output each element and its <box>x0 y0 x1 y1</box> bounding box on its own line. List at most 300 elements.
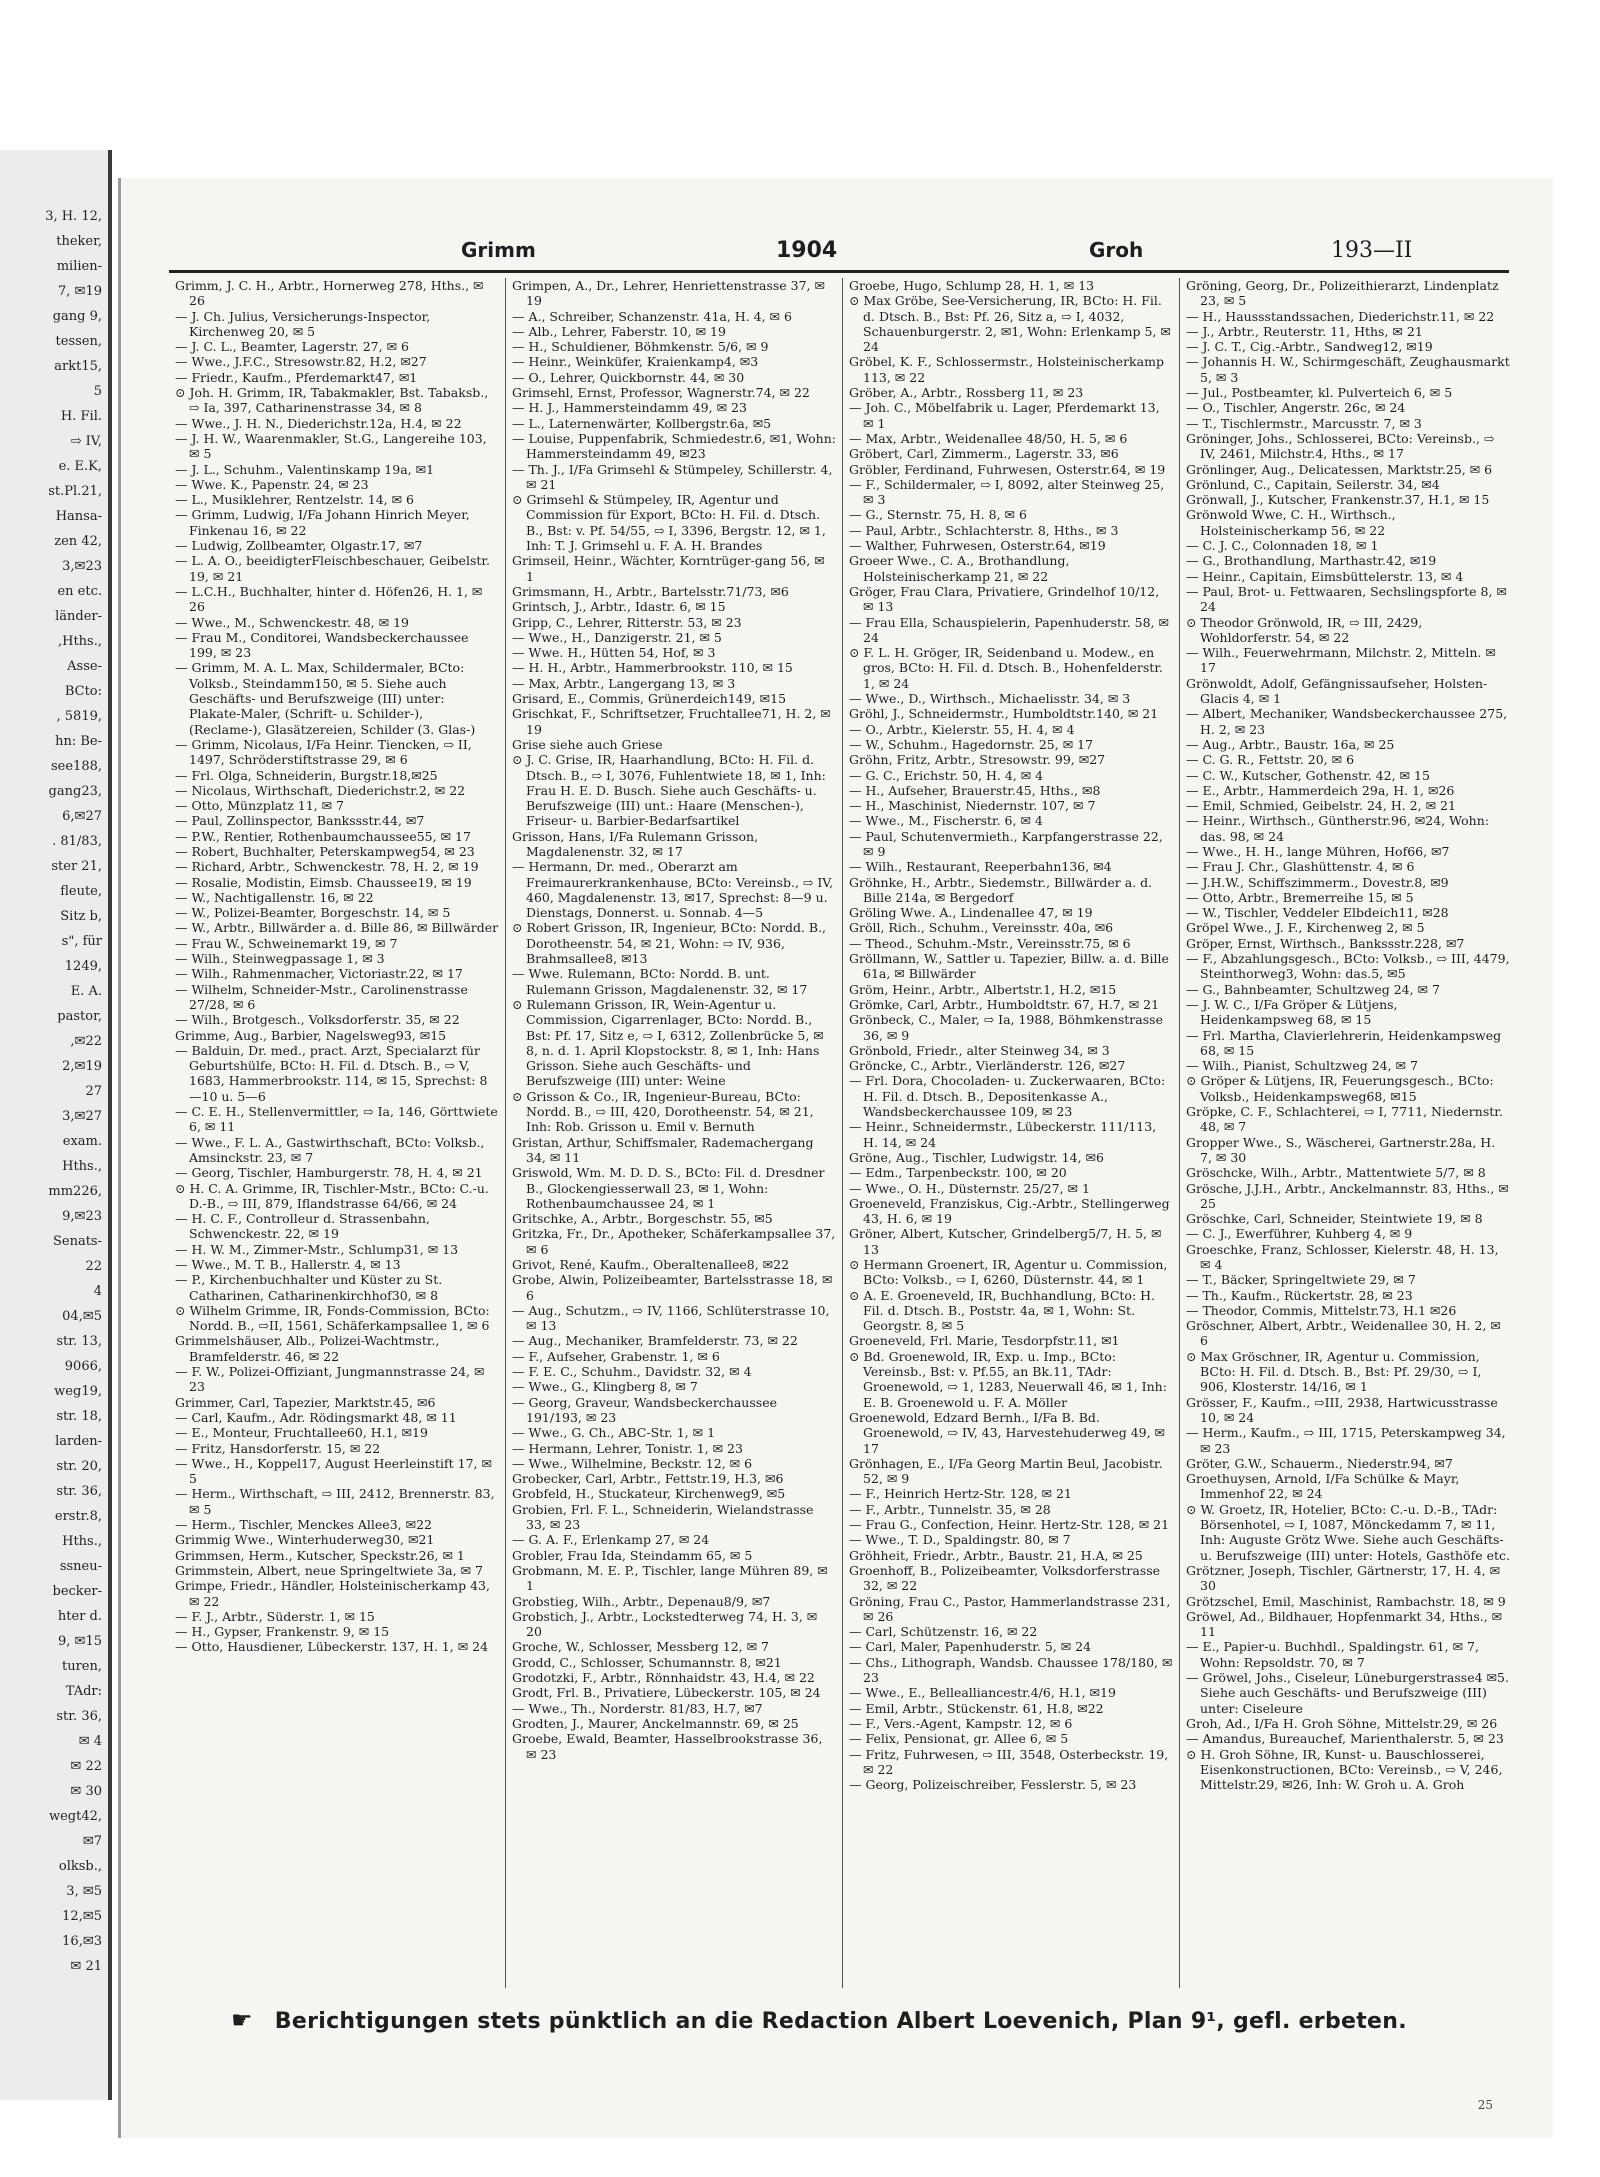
header-rule <box>169 270 1509 273</box>
directory-entry: Gröning, Georg, Dr., Polizeithierarzt, Lindenplatz 23, ✉ 5 <box>1186 278 1499 309</box>
directory-entry: — Wwe., G. Ch., ABC-Str. 1, ✉ 1 <box>512 1425 716 1441</box>
previous-page-fragment: TAdr: <box>65 1684 102 1699</box>
directory-entry: Groebe, Hugo, Schlump 28, H. 1, ✉ 13 <box>849 278 1095 293</box>
directory-entry: — Wwe., H., Koppel17, August Heerleinstift 17, ✉ 5 <box>175 1455 492 1487</box>
previous-page-fragment: ✉7 <box>82 1834 102 1849</box>
previous-page-fragment: arkt15, <box>54 359 102 374</box>
directory-entry: — Richard, Arbtr., Schwenckestr. 78, H. 2, ✉ 19 <box>175 859 479 875</box>
directory-entry: Groche, W., Schlosser, Messberg 12, ✉ 7 <box>512 1639 770 1655</box>
directory-entry: ⊙ Theodor Grönwold, IR, ⇨ III, 2429, Wohldorferstr. 54, ✉ 22 <box>1186 614 1423 645</box>
directory-entry: — Otto, Münzplatz 11, ✉ 7 <box>175 798 345 814</box>
directory-entry: Groh, Ad., I/Fa H. Groh Söhne, Mittelstr.29, ✉ 26 <box>1186 1715 1498 1731</box>
directory-entry: — Ludwig, Zollbeamter, Olgastr.17, ✉7 <box>175 538 423 554</box>
directory-entry: Gröning, Frau C., Pastor, Hammerlandstrasse 231, ✉ 26 <box>849 1593 1171 1624</box>
column-1 <box>169 278 506 1988</box>
directory-entry: ⊙ Robert Grisson, IR, Ingenieur, BCto: Nordd. B., Dorotheenstr. 54, ✉ 21, Wohn: ⇨ IV, 936, Brahmsallee8, ✉13 <box>512 920 827 967</box>
directory-entry: — Wilh., Pianist, Schultzweg 24, ✉ 7 <box>1186 1058 1418 1074</box>
running-head <box>121 238 1553 268</box>
previous-page-fragment: Sitz b, <box>60 909 102 924</box>
previous-page-fragment: str. 36, <box>56 1484 102 1499</box>
directory-entry: — E., Arbtr., Hammerdeich 29a, H. 1, ✉26 <box>1186 782 1455 798</box>
directory-entry: Grise siehe auch Griese <box>512 736 663 752</box>
directory-entry: ⊙ Grisson & Co., IR, Ingenieur-Bureau, BCto: Nordd. B., ⇨ III, 420, Dorotheenstr. 54, ✉ 21, Inh: Rob. Grisson u. Emil v. Bernuth <box>512 1088 814 1135</box>
previous-page-fragment: 3, ✉5 <box>66 1884 102 1899</box>
previous-page-fragment: E. A. <box>70 984 102 999</box>
directory-entry: — Gröwel, Johs., Ciseleur, Lüneburgerstrasse4 ✉5. Siehe auch Geschäfts- und Berufszweige (III) unter: Ciseleure <box>1186 1670 1509 1716</box>
directory-entry: — O., Tischler, Angerstr. 26c, ✉ 24 <box>1186 400 1406 416</box>
directory-entry: — Friedr., Kaufm., Pferdemarkt47, ✉1 <box>175 369 418 385</box>
directory-entry: — Wilh., Steinwegpassage 1, ✉ 3 <box>175 951 385 967</box>
directory-entry: Gröling Wwe. A., Lindenallee 47, ✉ 19 <box>849 905 1093 921</box>
previous-page-fragment: ssneu- <box>59 1559 102 1574</box>
directory-entry: Gröpke, C. F., Schlachterei, ⇨ I, 7711, Niedernstr. 48, ✉ 7 <box>1186 1104 1503 1135</box>
directory-entry: Groeneveld, Franziskus, Cig.-Arbtr., Stellingerweg 43, H. 6, ✉ 19 <box>849 1195 1170 1227</box>
directory-entry: Gröhn, Fritz, Arbtr., Stresowstr. 99, ✉27 <box>849 752 1106 768</box>
directory-entry: — C. W., Kutscher, Gothenstr. 42, ✉ 15 <box>1186 767 1430 783</box>
directory-entry: — Georg, Graveur, Wandsbeckerchaussee 191/193, ✉ 23 <box>512 1394 777 1425</box>
directory-entry: Gröhnke, H., Arbtr., Siedemstr., Billwärder a. d. Bille 214a, ✉ Bergedorf <box>849 874 1153 905</box>
previous-page-fragment: str. 36, <box>56 1709 102 1724</box>
directory-entry: Groeneveld, Frl. Marie, Tesdorpfstr.11, ✉1 <box>849 1333 1120 1349</box>
directory-entry: Grönbeck, C., Maler, ⇨ Ia, 1988, Böhmkenstrasse 36, ✉ 9 <box>849 1012 1163 1043</box>
directory-entry: Grischkat, F., Schriftsetzer, Fruchtallee71, H. 2, ✉ 19 <box>512 706 831 737</box>
directory-entry: — Wilhelm, Schneider-Mstr., Carolinenstrasse 27/28, ✉ 6 <box>175 981 468 1012</box>
directory-entry: — Wilh., Rahmenmacher, Victoriastr.22, ✉ 17 <box>175 966 463 982</box>
directory-entry: — C. E. H., Stellenvermittler, ⇨ Ia, 146, Görttwiete 6, ✉ 11 <box>175 1104 498 1135</box>
directory-entry: Grimseil, Heinr., Wächter, Korntrüger-gang 56, ✉ 1 <box>512 553 825 584</box>
directory-entry: — P., Kirchenbuchhalter und Küster zu St. Catharinen, Catharinenkirchhof30, ✉ 8 <box>175 1272 443 1303</box>
directory-entry: — Wwe., Wilhelmine, Beckstr. 12, ✉ 6 <box>512 1455 753 1471</box>
directory-entry: — Hermann, Lehrer, Tonistr. 1, ✉ 23 <box>512 1440 743 1456</box>
directory-entry: — O., Lehrer, Quickbornstr. 44, ✉ 30 <box>512 369 745 385</box>
directory-entry: — Heinr., Schneidermstr., Lübeckerstr. 111/113, H. 14, ✉ 24 <box>849 1119 1157 1150</box>
directory-entry: Gröbler, Ferdinand, Fuhrwesen, Osterstr.64, ✉ 19 <box>849 461 1166 477</box>
directory-entry: — F. J., Arbtr., Süderstr. 1, ✉ 15 <box>175 1608 375 1624</box>
directory-entry: — Wwe., E., Bellealliancestr.4/6, H.1, ✉19 <box>849 1685 1116 1701</box>
directory-entry: — C. G. R., Fettstr. 20, ✉ 6 <box>1186 752 1355 768</box>
directory-entry: Grimpen, A., Dr., Lehrer, Henriettenstrasse 37, ✉ 19 <box>512 278 825 309</box>
previous-page-fragment: Hths., <box>62 1534 102 1549</box>
previous-page-edge <box>0 150 112 2100</box>
previous-page-fragment: hter d. <box>57 1609 102 1624</box>
directory-entry: — Georg, Polizeischreiber, Fesslerstr. 5, ✉ 23 <box>849 1777 1137 1793</box>
previous-page-fragment: länder- <box>55 609 102 624</box>
directory-entry: — Carl, Schützenstr. 16, ✉ 22 <box>849 1624 1038 1640</box>
previous-page-fragment: 16,✉3 <box>62 1934 102 1949</box>
directory-entry: Grobien, Frl. F. L., Schneiderin, Wielandstrasse 33, ✉ 23 <box>512 1501 814 1533</box>
directory-entry: — Jul., Postbeamter, kl. Pulverteich 6, ✉ 5 <box>1186 385 1453 401</box>
directory-entry: Gröbel, K. F., Schlossermstr., Holsteinischerkamp 113, ✉ 22 <box>849 354 1164 385</box>
previous-page-fragment: 27 <box>85 1084 102 1099</box>
previous-page-fragment: mm226, <box>48 1184 102 1199</box>
directory-entry: — Max, Arbtr., Langergang 13, ✉ 3 <box>512 675 736 691</box>
directory-entry: Gröll, Rich., Schuhm., Vereinsstr. 40a, ✉6 <box>849 920 1114 936</box>
directory-entry: Gritzka, Fr., Dr., Apotheker, Schäferkampsallee 37, ✉ 6 <box>512 1226 836 1257</box>
previous-page-fragment: 9,✉23 <box>62 1209 102 1224</box>
directory-entry: — L., Laternenwärter, Kollbergstr.6a, ✉5 <box>512 415 772 431</box>
directory-entry: Grisard, E., Commis, Grünerdeich149, ✉15 <box>512 691 787 707</box>
directory-entry: Grisson, Hans, I/Fa Rulemann Grisson, Magdalenenstr. 32, ✉ 17 <box>512 828 759 859</box>
previous-page-fragment: , 5819, <box>56 709 102 724</box>
previous-page-fragment: str. 20, <box>56 1459 102 1474</box>
directory-entry: Grönhagen, E., I/Fa Georg Martin Beul, Jacobistr. 52, ✉ 9 <box>849 1455 1163 1487</box>
directory-entry: — Wwe., M., Schwenckestr. 48, ✉ 19 <box>175 614 409 630</box>
directory-entry: — Johannis H. W., Schirmgeschäft, Zeughausmarkt 5, ✉ 3 <box>1186 354 1510 385</box>
previous-page-fragment: H. Fil. <box>60 409 102 424</box>
directory-entry: — Wwe., H., Danzigerstr. 21, ✉ 5 <box>512 629 722 645</box>
directory-entry: — Chs., Lithograph, Wandsb. Chaussee 178/180, ✉ 23 <box>849 1654 1173 1686</box>
directory-entry: — T., Tischlermstr., Marcusstr. 7, ✉ 3 <box>1186 415 1422 431</box>
directory-entry: — Max, Arbtr., Weidenallee 48/50, H. 5, ✉ 6 <box>849 430 1128 446</box>
directory-entry: — Aug., Arbtr., Baustr. 16a, ✉ 25 <box>1186 736 1395 752</box>
directory-entry: ⊙ A. E. Groeneveld, IR, Buchhandlung, BCto: H. Fil. d. Dtsch. B., Poststr. 4a, ✉ 1, Wohn: St. Georgstr. 8, ✉ 5 <box>849 1287 1156 1334</box>
directory-entry: Gröninger, Johs., Schlosserei, BCto: Vereinsb., ⇨ IV, 2461, Milchstr.4, Hths., ✉ 17 <box>1186 430 1495 462</box>
directory-entry: — H., Gypser, Frankenstr. 9, ✉ 15 <box>175 1624 390 1640</box>
directory-entry: — Herm., Tischler, Menckes Allee3, ✉22 <box>175 1517 432 1533</box>
directory-entry: Gröter, G.W., Schauerm., Niederstr.94, ✉7 <box>1186 1455 1453 1471</box>
previous-page-fragment: milien- <box>56 259 102 274</box>
page-number: 193—II <box>1331 238 1413 263</box>
previous-page-fragment: Asse- <box>67 659 102 674</box>
directory-entry: Groethuysen, Arnold, I/Fa Schülke & Mayr, Immenhof 22, ✉ 24 <box>1186 1471 1460 1502</box>
directory-entry: — J., Arbtr., Reuterstr. 11, Hths, ✉ 21 <box>1186 323 1423 339</box>
directory-entry: Gröner, Albert, Kutscher, Grindelberg5/7, H. 5, ✉ 13 <box>849 1226 1162 1257</box>
directory-entry: — A., Schreiber, Schanzenstr. 41a, H. 4, ✉ 6 <box>512 308 792 324</box>
directory-entry: ⊙ Max Gröschner, IR, Agentur u. Commission, BCto: H. Fil. d. Dtsch. B., Bst: Pf. 29/30, ⇨ I, 906, Klosterstr. 14/16, ✉ 1 <box>1186 1348 1482 1395</box>
directory-entry: — Heinr., Capitain, Eimsbüttelerstr. 13, ✉ 4 <box>1186 568 1464 584</box>
directory-entry: Gröschcke, Wilh., Arbtr., Mattentwiete 5/7, ✉ 8 <box>1186 1165 1486 1181</box>
directory-entry: — L., Musiklehrer, Rentzelstr. 14, ✉ 6 <box>175 492 415 508</box>
directory-entry: — Aug., Mechaniker, Bramfelderstr. 73, ✉ 22 <box>512 1333 798 1349</box>
directory-entry: — G. C., Erichstr. 50, H. 4, ✉ 4 <box>849 767 1044 783</box>
directory-entry: Grömke, Carl, Arbtr., Humboldtstr. 67, H.7, ✉ 21 <box>849 996 1160 1012</box>
directory-entry: — G., Sternstr. 75, H. 8, ✉ 6 <box>849 507 1027 523</box>
directory-entry: — Rosalie, Modistin, Eimsb. Chaussee19, ✉ 19 <box>175 874 472 890</box>
previous-page-fragment: 3,✉23 <box>62 559 102 574</box>
directory-entry: — Paul, Brot- u. Fettwaaren, Sechslingspforte 8, ✉ 24 <box>1186 583 1507 615</box>
directory-entry: — Otto, Arbtr., Bremerreihe 15, ✉ 5 <box>1186 889 1414 905</box>
previous-page-fragment: Hths., <box>62 1159 102 1174</box>
directory-entry: — Paul, Zollinspector, Bankssstr.44, ✉7 <box>175 813 425 829</box>
directory-entry: — Albert, Mechaniker, Wandsbeckerchaussee 275, H. 2, ✉ 23 <box>1186 706 1508 737</box>
directory-entry: — Th., Kaufm., Rückertstr. 28, ✉ 23 <box>1186 1287 1413 1303</box>
directory-entry: ⊙ Rulemann Grisson, IR, Wein-Agentur u. Commission, Cigarrenlager, BCto: Nordd. B., Bst: Pf. 17, Sitz e, ⇨ I, 6312, Zollenbrücke 5, ✉ 8, n. d. 1. April Klopstockstr. 8, ✉ 1, Inh: Hans Grisson. Siehe auch Geschäfts- und Berufszweige (III) unter: Weine <box>512 996 824 1089</box>
directory-entry: Groeschke, Franz, Schlosser, Kielerstr. 48, H. 13, ✉ 4 <box>1186 1241 1499 1272</box>
directory-entry: — Frau M., Conditorei, Wandsbeckerchaussee 199, ✉ 23 <box>175 629 469 661</box>
directory-entry: Grimm, J. C. H., Arbtr., Hornerweg 278, Hths., ✉ 26 <box>175 278 484 309</box>
previous-page-fragment: ster 21, <box>51 859 102 874</box>
directory-entry: — Frau Ella, Schauspielerin, Papenhuderstr. 58, ✉ 24 <box>849 614 1169 645</box>
directory-entry: — Wwe., J.F.C., Stresowstr.82, H.2, ✉27 <box>175 354 427 370</box>
directory-entry: — F. E. C., Schuhm., Davidstr. 32, ✉ 4 <box>512 1364 752 1380</box>
directory-entry: Grobstich, J., Arbtr., Lockstedterweg 74, H. 3, ✉ 20 <box>512 1608 818 1640</box>
directory-entry: Gröper, Ernst, Wirthsch., Bankssstr.228, ✉7 <box>1186 935 1465 951</box>
directory-entry: — Theodor, Commis, Mittelstr.73, H.1 ✉26 <box>1186 1302 1457 1318</box>
directory-entry: — Frl. Dora, Chocoladen- u. Zuckerwaaren, BCto: H. Fil. d. Dtsch. B., Depositenkasse A., Wandsbeckerchaussee 109, ✉ 23 <box>849 1073 1166 1120</box>
previous-page-fragment: fleute, <box>60 884 102 899</box>
directory-entry: — E., Monteur, Fruchtallee60, H.1, ✉19 <box>175 1425 428 1441</box>
directory-entry: — Emil, Schmied, Geibelstr. 24, H. 2, ✉ 21 <box>1186 798 1456 814</box>
directory-entry: — F., Schildermaler, ⇨ I, 8092, alter Steinweg 25, ✉ 3 <box>849 476 1165 508</box>
directory-entry: — Fritz, Fuhrwesen, ⇨ III, 3548, Osterbeckstr. 19, ✉ 22 <box>849 1746 1169 1777</box>
directory-entry: ⊙ F. L. H. Gröger, IR, Seidenband u. Modew., en gros, BCto: H. Fil. d. Dtsch. B., Hohenfelderstr. 1, ✉ 24 <box>849 645 1163 691</box>
column-2 <box>506 278 843 1988</box>
directory-entry: — J. W. C., I/Fa Gröper & Lütjens, Heidenkampsweg 68, ✉ 15 <box>1186 996 1398 1028</box>
directory-entry: — Wwe., J. H. N., Diederichstr.12a, H.4, ✉ 22 <box>175 415 462 431</box>
directory-entry: Grobecker, Carl, Arbtr., Fettstr.19, H.3, ✉6 <box>512 1471 784 1487</box>
previous-page-fragment: ✉ 22 <box>70 1759 102 1774</box>
directory-entry: ⊙ W. Groetz, IR, Hotelier, BCto: C.-u. D.-B., TAdr: Börsenhotel, ⇨ I, 1087, Mönckedamm 7, ✉ 11, Inh: Auguste Grötz Wwe. Siehe auch Geschäfts- u. Berufszweige (III) unter: Hotels, Gasthöfe etc. <box>1186 1501 1510 1563</box>
previous-page-fragment: gang23, <box>48 784 102 799</box>
previous-page-fragment: ✉ 4 <box>78 1734 102 1749</box>
previous-page-fragment: turen, <box>61 1659 102 1674</box>
directory-entry: — H., Schuldiener, Böhmkenstr. 5/6, ✉ 9 <box>512 339 769 355</box>
directory-entry: — Aug., Schutzm., ⇨ IV, 1166, Schlüterstrasse 10, ✉ 13 <box>512 1302 830 1334</box>
directory-entry: Grimmelshäuser, Alb., Polizei-Wachtmstr., Bramfelderstr. 46, ✉ 22 <box>175 1333 440 1364</box>
previous-page-fragment: 4 <box>93 1284 102 1299</box>
directory-entry: ⊙ Gröper & Lütjens, IR, Feuerungsgesch., BCto: Volksb., Heidenkampsweg68, ✉15 <box>1186 1073 1494 1104</box>
directory-entry: — Wwe. Rulemann, BCto: Nordd. B. unt. Rulemann Grisson, Magdalenenstr. 32, ✉ 17 <box>512 966 808 997</box>
directory-entry: — E., Papier-u. Buchhdl., Spaldingstr. 61, ✉ 7, Wohn: Repsoldstr. 70, ✉ 7 <box>1186 1639 1479 1670</box>
directory-entry: — Grimm, Nicolaus, I/Fa Heinr. Tiencken, ⇨ II, 1497, Schröderstiftstrasse 29, ✉ 6 <box>175 736 472 768</box>
directory-entry: — Walther, Fuhrwesen, Osterstr.64, ✉19 <box>849 538 1106 554</box>
previous-page-fragment: s", für <box>61 934 102 949</box>
directory-entry: Grodd, C., Schlosser, Schumannstr. 8, ✉21 <box>512 1654 782 1670</box>
directory-entry: — C. J., Ewerführer, Kuhberg 4, ✉ 9 <box>1186 1226 1413 1242</box>
directory-entry: — W., Arbtr., Billwärder a. d. Bille 86, ✉ Billwärder <box>175 920 499 936</box>
previous-page-fragment: becker- <box>52 1584 102 1599</box>
previous-page-fragment: str. 18, <box>56 1409 102 1424</box>
directory-entry: — Otto, Hausdiener, Lübeckerstr. 137, H. 1, ✉ 24 <box>175 1639 489 1655</box>
directory-entry: — Wwe., F. L. A., Gastwirthschaft, BCto: Volksb., Amsinckstr. 23, ✉ 7 <box>175 1134 485 1165</box>
directory-entry: — Carl, Maler, Papenhuderstr. 5, ✉ 24 <box>849 1639 1092 1655</box>
previous-page-fragment: ✉ 30 <box>70 1784 102 1799</box>
directory-entry: Grodten, J., Maurer, Anckelmannstr. 69, ✉ 25 <box>512 1715 799 1731</box>
directory-entry: — F., Vers.-Agent, Kampstr. 12, ✉ 6 <box>849 1715 1073 1731</box>
directory-entry: Gröber, A., Arbtr., Rossberg 11, ✉ 23 <box>849 385 1084 401</box>
previous-page-fragment: see188, <box>50 759 102 774</box>
directory-entry: Grimmer, Carl, Tapezier, Marktstr.45, ✉6 <box>175 1394 436 1410</box>
directory-entry: — H. J., Hammersteindamm 49, ✉ 23 <box>512 400 747 416</box>
directory-entry: Grönlund, C., Capitain, Seilerstr. 34, ✉4 <box>1186 476 1440 492</box>
directory-entry: Gröwel, Ad., Bildhauer, Hopfenmarkt 34, Hths., ✉ 11 <box>1186 1608 1503 1640</box>
directory-entry: — Grimm, M. A. L. Max, Schildermaler, BCto: Volksb., Steindamm150, ✉ 5. Siehe auch Geschäfts- und Berufszweige (III) unter: Plakate-Maler, (Schrift- u. Schilder-), (Reclame-), Glasätzereien, Schilder (3. Glas-) <box>175 660 476 737</box>
directory-entry: — Grimm, Ludwig, I/Fa Johann Hinrich Meyer, Finkenau 16, ✉ 22 <box>175 507 470 538</box>
directory-entry: — Louise, Puppenfabrik, Schmiedestr.6, ✉1, Wohn: Hammersteindamm 49, ✉23 <box>512 430 836 462</box>
directory-entry: — Frau J. Chr., Glashüttenstr. 4, ✉ 6 <box>1186 859 1415 875</box>
directory-entry: Gropper Wwe., S., Wäscherei, Gartnerstr.28a, H. 7, ✉ 30 <box>1186 1134 1496 1165</box>
previous-page-fragment: Hansa- <box>55 509 102 524</box>
directory-entry: — Wwe. H., Hütten 54, Hof, ✉ 3 <box>512 645 716 661</box>
directory-entry: — Wilh., Feuerwehrmann, Milchstr. 2, Mitteln. ✉ 17 <box>1186 645 1496 676</box>
previous-page-fragment: e. E.K, <box>58 459 102 474</box>
directory-entry: — H. W. M., Zimmer-Mstr., Schlump31, ✉ 13 <box>175 1241 459 1257</box>
directory-entry: Gröhheit, Friedr., Arbtr., Baustr. 21, H.A, ✉ 25 <box>849 1547 1143 1563</box>
directory-entry: Gröpel Wwe., J. F., Kirchenweg 2, ✉ 5 <box>1186 920 1425 936</box>
directory-entry: — Wwe., M. T. B., Hallerstr. 4, ✉ 13 <box>175 1257 401 1272</box>
directory-entry: — F. W., Polizei-Offiziant, Jungmannstrasse 24, ✉ 23 <box>175 1364 485 1395</box>
column-4 <box>1180 278 1517 1988</box>
column-3 <box>843 278 1180 1988</box>
directory-entry: Griswold, Wm. M. D. D. S., BCto: Fil. d. Dresdner B., Glockengiesserwall 23, ✉ 1, Wohn: Rothenbaumchaussee 24, ✉ 1 <box>512 1165 825 1211</box>
directory-entry: Grösche, J.J.H., Arbtr., Anckelmannstr. 83, Hths., ✉ 25 <box>1186 1180 1509 1211</box>
directory-entry: — Th. J., I/Fa Grimsehl & Stümpeley, Schillerstr. 4, ✉ 21 <box>512 461 833 492</box>
directory-entry: — Wwe., H. H., lange Mühren, Hof66, ✉7 <box>1186 843 1450 859</box>
directory-entry: Gritschke, A., Arbtr., Borgeschstr. 55, ✉5 <box>512 1211 773 1227</box>
directory-entry: Grimsehl, Ernst, Professor, Wagnerstr.74, ✉ 22 <box>512 385 810 401</box>
directory-entry: — F., Aufseher, Grabenstr. 1, ✉ 6 <box>512 1348 720 1364</box>
previous-page-fragment: 9, ✉15 <box>58 1634 102 1649</box>
previous-page-fragment: 1249, <box>64 959 102 974</box>
directory-entry: — F., Heinrich Hertz-Str. 128, ✉ 21 <box>849 1486 1072 1502</box>
directory-entry: Grönwall, J., Kutscher, Frankenstr.37, H.1, ✉ 15 <box>1186 492 1490 508</box>
directory-entry: Groenewold, Edzard Bernh., I/Fa B. Bd. Groenewold, ⇨ IV, 43, Harvestehuderweg 49, ✉ 17 <box>849 1409 1166 1456</box>
directory-entry: ⊙ Max Gröbe, See-Versicherung, IR, BCto: H. Fil. d. Dtsch. B., Bst: Pf. 26, Sitz a, ⇨ I, 4032, Schauenburgerstr. 2, ✉1, Wohn: Erlenkamp 5, ✉ 24 <box>849 293 1171 355</box>
directory-entry: — J. C. T., Cig.-Arbtr., Sandweg12, ✉19 <box>1186 339 1433 355</box>
directory-entry: — W., Nachtigallenstr. 16, ✉ 22 <box>175 889 374 905</box>
directory-entry: — H., Haussstandssachen, Diederichstr.11, ✉ 22 <box>1186 308 1495 324</box>
directory-entry: Grodt, Frl. B., Privatiere, Lübeckerstr. 105, ✉ 24 <box>512 1685 821 1701</box>
directory-entry: — Paul, Arbtr., Schlachterstr. 8, Hths., ✉ 3 <box>849 522 1119 538</box>
directory-entry: — Heinr., Wirthsch., Güntherstr.96, ✉24, Wohn: das. 98, ✉ 24 <box>1186 813 1489 844</box>
directory-entry: Grodotzki, F., Arbtr., Rönnhaidstr. 43, H.4, ✉ 22 <box>512 1670 815 1686</box>
previous-page-fragment: 6,✉27 <box>62 809 102 824</box>
directory-entry: — H., Aufseher, Brauerstr.45, Hths., ✉8 <box>849 782 1101 798</box>
directory-entry: — W., Polizei-Beamter, Borgeschstr. 14, ✉ 5 <box>175 905 451 921</box>
running-head-year: 1904 <box>776 238 838 263</box>
directory-entry: Grimme, Aug., Barbier, Nagelsweg93, ✉15 <box>175 1027 447 1043</box>
directory-entry: Gristan, Arthur, Schiffsmaler, Rademachergang 34, ✉ 11 <box>512 1134 814 1165</box>
previous-page-fragment: hn: Be- <box>55 734 102 749</box>
directory-entry: Grintsch, J., Arbtr., Idastr. 6, ✉ 15 <box>512 599 726 615</box>
directory-entry: — P.W., Rentier, Rothenbaumchaussee55, ✉ 17 <box>175 828 471 844</box>
directory-entry: — Amandus, Bureauchef, Marienthalerstr. 5, ✉ 23 <box>1186 1731 1504 1747</box>
directory-entry: Gröger, Frau Clara, Privatiere, Grindelhof 10/12, ✉ 13 <box>849 583 1160 615</box>
directory-entry: Grivot, René, Kaufm., Oberaltenallee8, ✉22 <box>512 1257 790 1272</box>
directory-entry: — Theod., Schuhm.-Mstr., Vereinsstr.75, ✉ 6 <box>849 935 1131 951</box>
directory-entry: — W., Schuhm., Hagedornstr. 25, ✉ 17 <box>849 736 1094 752</box>
directory-entry: — T., Bäcker, Springeltwiete 29, ✉ 7 <box>1186 1272 1416 1288</box>
previous-page-fragment: pastor, <box>57 1009 102 1024</box>
directory-entry: ⊙ Bd. Groenewold, IR, Exp. u. Imp., BCto: Vereinsb., Bst: v. Pf.55, an Bk.11, TAdr: Groenewold, ⇨ 1, 1283, Neuerwall 46, ✉ 1, Inh: E. B. Groenewold u. F. A. Möller <box>849 1348 1167 1410</box>
page-small-number: 25 <box>1477 2098 1493 2112</box>
directory-entry: — G., Bahnbeamter, Schultzweg 24, ✉ 7 <box>1186 981 1440 997</box>
previous-page-fragment: . 81/83, <box>52 834 102 849</box>
directory-entry: Grönbold, Friedr., alter Steinweg 34, ✉ 3 <box>849 1042 1110 1058</box>
previous-page-fragment: 5 <box>93 384 102 399</box>
directory-entry: — L. A. O., beeidigterFleischbeschauer, Geibelstr. 19, ✉ 21 <box>175 553 490 584</box>
previous-page-fragment: st.Pl.21, <box>48 484 102 499</box>
previous-page-fragment: zen 42, <box>54 534 102 549</box>
directory-entry: — Balduin, Dr. med., pract. Arzt, Specialarzt für Geburtshülfe, BCto: H. Fil. d. Dtsch. B., ⇨ V, 1683, Hammerbrookstr. 114, ✉ 15, Sprechst: 8—10 u. 5—6 <box>175 1042 488 1104</box>
directory-entry: Gröm, Heinr., Arbtr., Albertstr.1, H.2, ✉15 <box>849 981 1117 997</box>
directory-entry: — Wilh., Brotgesch., Volksdorferstr. 35, ✉ 22 <box>175 1012 460 1028</box>
directory-entry: Gröne, Aug., Tischler, Ludwigstr. 14, ✉6 <box>849 1149 1104 1165</box>
directory-entry: ⊙ Joh. H. Grimm, IR, Tabakmakler, Bst. Tabaksb., ⇨ Ia, 397, Catharinenstrasse 34, ✉ 8 <box>175 385 489 416</box>
previous-page-fragment: ✉ 21 <box>70 1959 102 1974</box>
previous-page-fragment: 2,✉19 <box>62 1059 102 1074</box>
previous-page-fragment: olksb., <box>58 1859 102 1874</box>
directory-entry: — Emil, Arbtr., Stückenstr. 61, H.8, ✉22 <box>849 1700 1104 1716</box>
previous-page-fragment: theker, <box>56 234 102 249</box>
directory-entry: Grimsmann, H., Arbtr., Bartelsstr.71/73, ✉6 <box>512 583 789 599</box>
directory-entry: — Frau W., Schweinemarkt 19, ✉ 7 <box>175 935 398 951</box>
directory-entry: Grobstieg, Wilh., Arbtr., Depenau8/9, ✉7 <box>512 1593 771 1609</box>
directory-entry: — Frl. Olga, Schneiderin, Burgstr.18,✉25 <box>175 767 438 783</box>
directory-entry: — J. H. W., Waarenmakler, St.G., Langereihe 103, ✉ 5 <box>175 430 487 462</box>
directory-entry: — Georg, Tischler, Hamburgerstr. 78, H. 4, ✉ 21 <box>175 1165 483 1181</box>
directory-entry: — Wilh., Restaurant, Reeperbahn136, ✉4 <box>849 859 1112 875</box>
directory-entry: — Hermann, Dr. med., Oberarzt am Freimaurerkrankenhause, BCto: Vereinsb., ⇨ IV, 460, Magdalenenstr. 13, ✉17, Sprechst: 8—9 u. Dienstags, Donnerst. u. Sonnab. 4—5 <box>512 859 834 921</box>
directory-entry: Gröschner, Albert, Arbtr., Weidenallee 30, H. 2, ✉ 6 <box>1186 1318 1501 1349</box>
directory-entry: Gröhl, J., Schneidermstr., Humboldtstr.140, ✉ 21 <box>849 706 1159 722</box>
directory-entry: — J. L., Schuhm., Valentinskamp 19a, ✉1 <box>175 461 435 477</box>
directory-entry: — Frl. Martha, Clavierlehrerin, Heidenkampsweg 68, ✉ 15 <box>1186 1027 1502 1058</box>
directory-entry: Grösser, F., Kaufm., ⇨III, 2938, Hartwicusstrasse 10, ✉ 24 <box>1186 1394 1498 1425</box>
directory-entry: Grobmann, M. E. P., Tischler, lange Mühren 89, ✉ 1 <box>512 1562 828 1594</box>
directory-columns <box>169 278 1519 1988</box>
directory-entry: Groebe, Ewald, Beamter, Hasselbrookstrasse 36, ✉ 23 <box>512 1731 823 1762</box>
previous-page-fragment: 9066, <box>64 1359 102 1374</box>
directory-entry: Groeer Wwe., C. A., Brothandlung, Holsteinischerkamp 21, ✉ 22 <box>849 553 1070 584</box>
previous-page-fragment: 04,✉5 <box>62 1309 102 1324</box>
directory-entry: Groenhoff, B., Polizeibeamter, Volksdorferstrasse 32, ✉ 22 <box>849 1562 1161 1594</box>
directory-entry: Grönlinger, Aug., Delicatessen, Marktstr.25, ✉ 6 <box>1186 461 1493 477</box>
directory-entry: Grötzner, Joseph, Tischler, Gärtnerstr, 17, H. 4, ✉ 30 <box>1186 1562 1501 1594</box>
directory-entry: — F., Arbtr., Tunnelstr. 35, ✉ 28 <box>849 1501 1051 1517</box>
directory-entry: — Carl, Kaufm., Adr. Rödingsmarkt 48, ✉ 11 <box>175 1409 457 1425</box>
directory-entry: Grobe, Alwin, Polizeibeamter, Bartelsstrasse 18, ✉ 6 <box>512 1272 833 1303</box>
previous-page-fragment: ,Hths., <box>57 634 102 649</box>
previous-page-fragment: larden- <box>55 1434 102 1449</box>
directory-entry: ⊙ H. C. A. Grimme, IR, Tischler-Mstr., BCto: C.-u. D.-B., ⇨ III, 879, Iflandstrasse 64/66, ✉ 24 <box>175 1180 489 1211</box>
previous-page-fragment: ,✉22 <box>70 1034 102 1049</box>
footer-notice <box>231 2006 1511 2034</box>
directory-entry: — Fritz, Hansdorferstr. 15, ✉ 22 <box>175 1440 381 1456</box>
directory-entry: — Paul, Schutenvermieth., Karpfangerstrasse 22, ✉ 9 <box>849 828 1163 859</box>
previous-page-fragment: tessen, <box>55 334 102 349</box>
directory-entry: — Nicolaus, Wirthschaft, Diederichstr.2, ✉ 22 <box>175 782 466 798</box>
directory-entry: — H., Maschinist, Niedernstr. 107, ✉ 7 <box>849 798 1096 814</box>
directory-entry: — J. Ch. Julius, Versicherungs-Inspector, Kirchenweg 20, ✉ 5 <box>175 308 431 339</box>
directory-entry: — J.H.W., Schiffszimmerm., Dovestr.8, ✉9 <box>1186 874 1449 890</box>
previous-page-fragment: 7, ✉19 <box>58 284 102 299</box>
directory-entry: — Alb., Lehrer, Faberstr. 10, ✉ 19 <box>512 323 726 339</box>
previous-page-fragment: 22 <box>85 1259 102 1274</box>
directory-entry: Grimmstein, Albert, neue Springeltwiete 3a, ✉ 7 <box>175 1562 483 1578</box>
directory-entry: — Heinr., Weinküfer, Kraienkamp4, ✉3 <box>512 354 759 370</box>
directory-entry: — G. A. F., Erlenkamp 27, ✉ 24 <box>512 1532 710 1548</box>
directory-entry: — H. H., Arbtr., Hammerbrookstr. 110, ✉ 15 <box>512 660 793 676</box>
directory-entry: Grönwold Wwe, C. H., Wirthsch., Holsteinischerkamp 56, ✉ 22 <box>1186 507 1396 538</box>
directory-entry: Grötzschel, Emil, Maschinist, Rambachstr. 18, ✉ 9 <box>1186 1593 1506 1609</box>
directory-entry: — Wwe., O. H., Düsternstr. 25/27, ✉ 1 <box>849 1180 1090 1196</box>
directory-entry: — Wwe., G., Klingberg 8, ✉ 7 <box>512 1379 698 1395</box>
directory-entry: — Frau G., Confection, Heinr. Hertz-Str. 128, ✉ 21 <box>849 1517 1170 1533</box>
previous-page-fragment: 12,✉5 <box>62 1909 102 1924</box>
directory-entry: — Felix, Pensionat, gr. Allee 6, ✉ 5 <box>849 1731 1069 1747</box>
directory-page <box>118 178 1553 2138</box>
previous-page-fragment: Senats- <box>52 1234 102 1249</box>
directory-entry: — Wwe. K., Papenstr. 24, ✉ 23 <box>175 476 369 492</box>
previous-page-fragment: gang 9, <box>52 309 102 324</box>
directory-entry: — Robert, Buchhalter, Peterskampweg54, ✉ 23 <box>175 843 475 859</box>
directory-entry: — Joh. C., Möbelfabrik u. Lager, Pferdemarkt 13, ✉ 1 <box>849 400 1160 431</box>
directory-entry: — L.C.H., Buchhalter, hinter d. Höfen26, H. 1, ✉ 26 <box>175 583 483 615</box>
directory-entry: ⊙ J. C. Grise, IR, Haarhandlung, BCto: H. Fil. d. Dtsch. B., ⇨ I, 3076, Fuhlentwiete 18, ✉ 1, Inh: Frau H. E. D. Busch. Siehe auch Geschäfts- u. Berufszweige (III) unt.: Haare (Menschen-), Friseur- u. Barbier-Bedarfsartikel <box>512 752 826 829</box>
previous-page-fragment: str. 13, <box>56 1334 102 1349</box>
previous-page-fragment: 3,✉27 <box>62 1109 102 1124</box>
